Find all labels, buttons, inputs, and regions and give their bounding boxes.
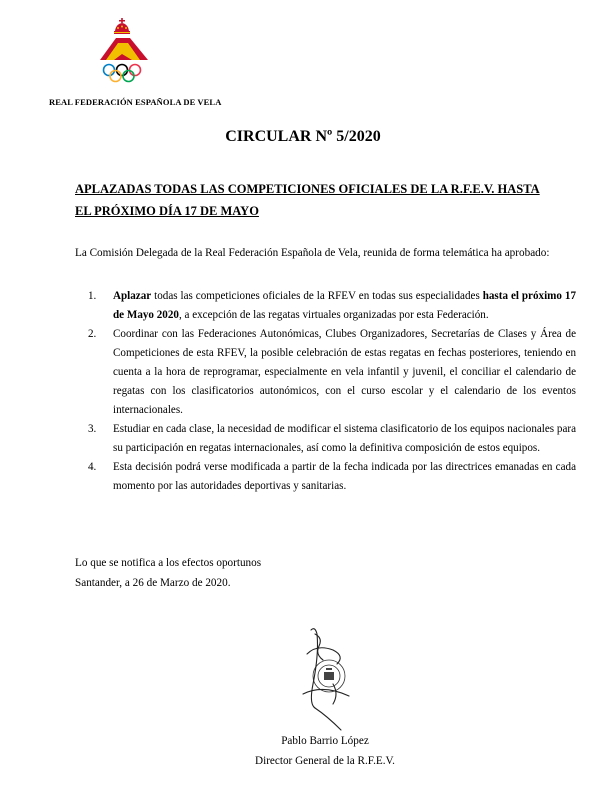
list-item bbox=[88, 420, 576, 458]
item-bold-lead: Aplazar bbox=[113, 290, 152, 302]
item-text: Coordinar con las Federaciones Autonómicas, Clubes Organizadores, Secretarías de Clases y Área de Competiciones de esta RFEV, la posible celebración de estas regatas en fechas posteriores, teniendo en cuenta a la hora de reprogramar, especialmente en vela infantil y juvenil, el conciliar el calendario de regatas con los clasificatorios autonómicos, con el curso escolar y el calendario de los eventos internacionales. bbox=[113, 328, 576, 416]
subject-line-2: EL PRÓXIMO DÍA 17 DE MAYO bbox=[75, 204, 259, 218]
circular-title: CIRCULAR Nº 5/2020 bbox=[225, 128, 381, 145]
list-item-number: 2. bbox=[88, 328, 97, 340]
item-text: Esta decisión podrá verse modificada a partir de la fecha indicada por las directrices emanadas en cada momento por las autoridades deportivas y sanitarias. bbox=[113, 461, 576, 492]
circular-subject bbox=[75, 178, 573, 222]
signer-position: Director General de la R.F.E.V. bbox=[255, 755, 395, 767]
rfev-logo-icon bbox=[96, 18, 152, 88]
closing-block bbox=[75, 553, 261, 593]
intro-paragraph: La Comisión Delegada de la Real Federación Española de Vela, reunida de forma telemática ha aprobado: bbox=[75, 247, 550, 259]
subject-line-1: APLAZADAS TODAS LAS COMPETICIONES OFICIALES DE LA R.F.E.V. HASTA bbox=[75, 182, 540, 196]
signature-icon bbox=[293, 624, 365, 734]
item-text: todas las competiciones oficiales de la RFEV en todas sus especialidades bbox=[151, 290, 483, 302]
signer-name: Pablo Barrio López bbox=[281, 735, 369, 747]
item-text: , a excepción de las regatas virtuales organizadas por esta Federación. bbox=[178, 309, 489, 321]
item-bold-date: hasta el próximo 17 de Mayo 2020 bbox=[113, 290, 576, 321]
list-item bbox=[88, 458, 576, 496]
resolution-list bbox=[88, 287, 576, 496]
place-and-date: Santander, a 26 de Marzo de 2020. bbox=[75, 577, 231, 589]
list-item bbox=[88, 287, 576, 325]
list-item-number: 1. bbox=[88, 290, 97, 302]
list-item-number: 3. bbox=[88, 423, 97, 435]
organization-name: REAL FEDERACIÓN ESPAÑOLA DE VELA bbox=[49, 97, 222, 107]
signer-block bbox=[230, 731, 420, 771]
list-item-number: 4. bbox=[88, 461, 97, 473]
item-text: Estudiar en cada clase, la necesidad de modificar el sistema clasificatorio de los equipos nacionales para su participación en regatas internacionales, así como la definitiva composición de estos equipos. bbox=[113, 423, 576, 454]
list-item bbox=[88, 325, 576, 420]
closing-notice: Lo que se notifica a los efectos oportunos bbox=[75, 557, 262, 569]
